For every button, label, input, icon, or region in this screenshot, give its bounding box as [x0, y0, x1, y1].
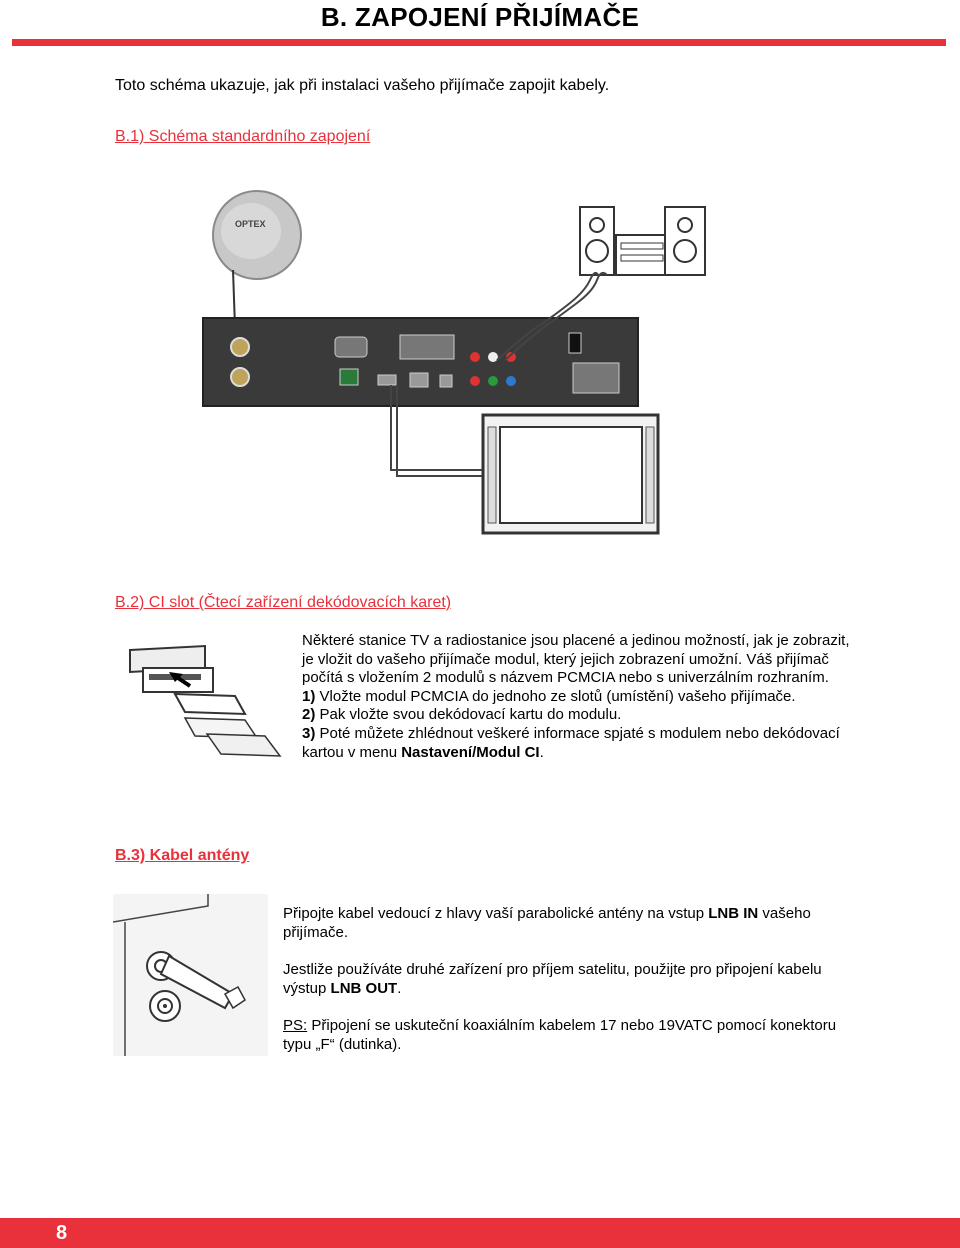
ci-slot-text	[302, 632, 862, 762]
page-number: 8	[56, 1222, 68, 1244]
section-heading-b2: B.2) CI slot (Čtecí zařízení dekódovacích karet)	[115, 594, 452, 611]
antenna-paragraph-3: PS: Připojení se uskuteční koaxiálním kabelem 17 nebo 19VATC pomocí konektoru typu „F“ (dutinka).	[283, 1017, 837, 1053]
antenna-text	[283, 904, 843, 1072]
dish-brand-label: OPTEX	[235, 219, 266, 229]
antenna-paragraph-2: Jestliže používáte druhé zařízení pro příjem satelitu, použijte pro připojení kabelu výstup LNB OUT.	[283, 961, 822, 997]
receiver-rear-panel-icon	[203, 318, 638, 406]
ci-step-3: 3) Poté můžete zhlédnout veškeré informace spjaté s modulem nebo dekódovací kartou v menu Nastavení/Modul CI.	[302, 724, 840, 761]
section-heading-b3: B.3) Kabel antény	[115, 847, 250, 864]
antenna-paragraph-1: Připojte kabel vedoucí z hlavy vaší parabolické antény na vstup LNB IN vašeho přijímače.	[283, 905, 811, 941]
connection-diagram	[195, 185, 715, 535]
ci-paragraph: Některé stanice TV a radiostanice jsou placené a jedinou možností, jak je zobrazit, je vložit do vašeho přijímače modul, který jejich zobrazení umožní. Váš přijímač počítá s vložením 2 modulů s názvem PCMCIA nebo s univerzálním rozhraním.	[302, 632, 850, 687]
title-rule	[12, 39, 946, 46]
ci-step-1: 1) Vložte modul PCMCIA do jednoho ze slotů (umístění) vašeho přijímače.	[302, 687, 796, 705]
antenna-cable-connector-icon	[113, 894, 268, 1056]
intro-text: Toto schéma ukazuje, jak při instalaci vašeho přijímače zapojit kabely.	[115, 77, 610, 94]
hifi-speakers-icon	[580, 207, 705, 275]
footer-bar	[0, 1218, 960, 1248]
section-heading-b1: B.1) Schéma standardního zapojení	[115, 128, 371, 145]
ci-step-2: 2) Pak vložte svou dekódovací kartu do modulu.	[302, 706, 622, 724]
ci-slot-module-icon	[125, 638, 285, 763]
satellite-dish-icon	[213, 191, 301, 327]
page-title: B. ZAPOJENÍ PŘIJÍMAČE	[320, 2, 640, 32]
tv-icon	[483, 415, 658, 533]
